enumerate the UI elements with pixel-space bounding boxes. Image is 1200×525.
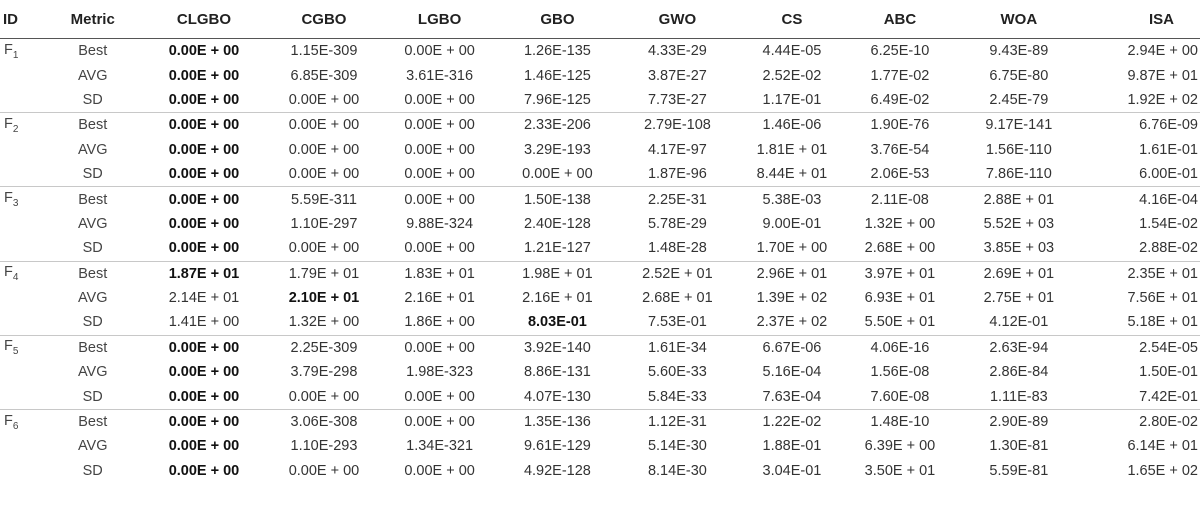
header-lgbo: LGBO bbox=[382, 0, 498, 39]
value-cell-abc: 6.49E-02 bbox=[870, 91, 930, 108]
value-cell-gwo: 7.53E-01 bbox=[647, 314, 707, 331]
value-cell-cgbo: 0.00E + 00 bbox=[288, 388, 360, 405]
table-row bbox=[0, 384, 1200, 409]
value-cell-lgbo: 0.00E + 00 bbox=[404, 240, 475, 257]
value-cell-isa: 2.80E-02 bbox=[1084, 409, 1200, 434]
metric-cell: AVG bbox=[77, 290, 108, 307]
value-cell-woa: 2.45E-79 bbox=[989, 91, 1049, 108]
id-cell bbox=[0, 236, 44, 261]
value-cell-cgbo: 2.10E + 01 bbox=[288, 290, 360, 307]
value-cell-isa: 6.00E-01 bbox=[1139, 166, 1198, 183]
value-cell-cs: 1.17E-01 bbox=[762, 91, 822, 108]
value-cell-clgbo: 0.00E + 00 bbox=[168, 388, 240, 405]
table-row bbox=[0, 39, 1200, 64]
value-cell-cs: 2.52E-02 bbox=[762, 67, 822, 84]
value-cell-lgbo: 3.61E-316 bbox=[406, 67, 474, 84]
value-cell-gwo: 2.68E + 01 bbox=[642, 290, 713, 307]
value-cell-lgbo: 1.83E + 01 bbox=[382, 261, 498, 286]
value-cell-woa: 9.43E-89 bbox=[989, 43, 1049, 60]
value-cell-lgbo: 2.16E + 01 bbox=[404, 290, 475, 307]
value-cell-cs: 7.63E-04 bbox=[762, 388, 822, 405]
value-cell-gbo: 9.61E-129 bbox=[523, 438, 591, 455]
value-cell-abc: 6.93E + 01 bbox=[864, 290, 936, 307]
value-cell-woa: 9.17E-141 bbox=[953, 113, 1084, 138]
value-cell-cgbo: 1.32E + 00 bbox=[288, 314, 360, 331]
value-cell-gbo: 2.16E + 01 bbox=[522, 290, 593, 307]
function-id-subscript: 4 bbox=[12, 272, 19, 284]
value-cell-gbo: 1.98E + 01 bbox=[497, 261, 617, 286]
metric-cell: AVG bbox=[77, 215, 108, 232]
value-cell-woa: 1.11E-83 bbox=[989, 388, 1048, 405]
value-cell-cs: 8.44E + 01 bbox=[756, 166, 828, 183]
value-cell-isa: 1.92E + 02 bbox=[1127, 91, 1198, 108]
value-cell-lgbo: 0.00E + 00 bbox=[382, 409, 498, 434]
value-cell-gbo: 1.26E-135 bbox=[523, 43, 591, 60]
value-cell-gwo: 3.87E-27 bbox=[647, 67, 707, 84]
value-cell-abc: 4.06E-16 bbox=[846, 335, 953, 360]
table-row bbox=[0, 138, 1200, 162]
value-cell-gwo: 2.79E-108 bbox=[617, 113, 737, 138]
table-row bbox=[0, 113, 1200, 138]
function-id-letter: F bbox=[4, 115, 13, 132]
value-cell-cgbo: 0.00E + 00 bbox=[288, 166, 360, 183]
value-cell-gbo: 1.50E-138 bbox=[497, 187, 617, 212]
table-row bbox=[0, 236, 1200, 261]
metric-cell: SD bbox=[82, 462, 103, 479]
value-cell-cgbo: 3.06E-308 bbox=[266, 409, 382, 434]
value-cell-gbo: 8.03E-01 bbox=[527, 314, 587, 331]
value-cell-clgbo: 0.00E + 00 bbox=[168, 67, 240, 84]
value-cell-lgbo: 0.00E + 00 bbox=[404, 388, 475, 405]
table-header bbox=[0, 0, 1200, 39]
table-row bbox=[0, 88, 1200, 113]
value-cell-clgbo: 0.00E + 00 bbox=[168, 141, 240, 158]
value-cell-lgbo: 0.00E + 00 bbox=[404, 91, 475, 108]
value-cell-woa: 7.86E-110 bbox=[985, 166, 1052, 183]
value-cell-gwo: 2.52E + 01 bbox=[617, 261, 737, 286]
header-gbo: GBO bbox=[497, 0, 617, 39]
metric-cell: Best bbox=[44, 335, 142, 360]
value-cell-lgbo: 1.34E-321 bbox=[406, 438, 474, 455]
header-cgbo: CGBO bbox=[266, 0, 382, 39]
value-cell-gwo: 1.48E-28 bbox=[647, 240, 707, 257]
id-cell bbox=[0, 212, 44, 236]
value-cell-clgbo: 0.00E + 00 bbox=[168, 166, 240, 183]
value-cell-gwo: 5.60E-33 bbox=[647, 364, 707, 381]
metric-cell: SD bbox=[82, 388, 103, 405]
value-cell-cs: 6.67E-06 bbox=[737, 335, 846, 360]
value-cell-gbo: 1.46E-125 bbox=[523, 67, 591, 84]
value-cell-abc: 1.77E-02 bbox=[870, 67, 930, 84]
value-cell-isa: 1.61E-01 bbox=[1139, 141, 1198, 158]
value-cell-cs: 1.70E + 00 bbox=[756, 240, 828, 257]
function-id-subscript: 1 bbox=[12, 49, 19, 61]
header-isa: ISA bbox=[1084, 0, 1200, 39]
metric-cell: Best bbox=[44, 261, 142, 286]
value-cell-cs: 3.04E-01 bbox=[762, 462, 822, 479]
value-cell-clgbo: 0.00E + 00 bbox=[168, 215, 240, 232]
metric-cell: AVG bbox=[77, 438, 108, 455]
metric-cell: AVG bbox=[77, 67, 108, 84]
metric-cell: AVG bbox=[77, 364, 108, 381]
function-id-letter: F bbox=[4, 412, 13, 429]
value-cell-gbo: 3.92E-140 bbox=[497, 335, 617, 360]
value-cell-abc: 2.68E + 00 bbox=[864, 240, 936, 257]
value-cell-cgbo: 1.79E + 01 bbox=[266, 261, 382, 286]
value-cell-woa: 5.59E-81 bbox=[989, 462, 1049, 479]
value-cell-cgbo: 0.00E + 00 bbox=[266, 113, 382, 138]
id-cell bbox=[0, 384, 44, 409]
value-cell-gwo: 2.25E-31 bbox=[617, 187, 737, 212]
value-cell-lgbo: 0.00E + 00 bbox=[382, 187, 498, 212]
value-cell-isa: 2.94E + 00 bbox=[1127, 43, 1198, 60]
value-cell-lgbo: 9.88E-324 bbox=[406, 215, 474, 232]
function-id-letter: F bbox=[4, 190, 13, 207]
id-cell bbox=[0, 335, 44, 360]
table-row bbox=[0, 459, 1200, 483]
value-cell-cs: 1.81E + 01 bbox=[756, 141, 828, 158]
table-row bbox=[0, 335, 1200, 360]
value-cell-abc: 6.25E-10 bbox=[870, 43, 930, 60]
table-row bbox=[0, 286, 1200, 310]
value-cell-abc: 7.60E-08 bbox=[870, 388, 930, 405]
table-row bbox=[0, 63, 1200, 87]
value-cell-cs: 1.22E-02 bbox=[737, 409, 846, 434]
value-cell-abc: 1.32E + 00 bbox=[864, 215, 936, 232]
header-woa: WOA bbox=[953, 0, 1084, 39]
value-cell-gbo: 8.86E-131 bbox=[523, 364, 591, 381]
header-metric: Metric bbox=[44, 0, 142, 39]
value-cell-gbo: 1.35E-136 bbox=[497, 409, 617, 434]
value-cell-isa: 6.76E-09 bbox=[1084, 113, 1200, 138]
value-cell-clgbo: 0.00E + 00 bbox=[142, 335, 266, 360]
metric-cell: Best bbox=[44, 409, 142, 434]
value-cell-isa: 9.87E + 01 bbox=[1127, 67, 1198, 84]
function-id-subscript: 5 bbox=[12, 346, 19, 358]
value-cell-abc: 1.56E-08 bbox=[870, 364, 930, 381]
value-cell-cgbo: 1.15E-309 bbox=[290, 43, 358, 60]
header-abc: ABC bbox=[846, 0, 953, 39]
value-cell-cs: 5.16E-04 bbox=[762, 364, 822, 381]
value-cell-clgbo: 1.41E + 00 bbox=[168, 314, 240, 331]
id-cell bbox=[0, 261, 44, 286]
value-cell-cgbo: 3.79E-298 bbox=[290, 364, 358, 381]
id-cell bbox=[0, 360, 44, 384]
value-cell-clgbo: 1.87E + 01 bbox=[142, 261, 266, 286]
metric-cell: SD bbox=[82, 91, 103, 108]
value-cell-isa: 1.54E-02 bbox=[1139, 215, 1198, 232]
value-cell-woa: 2.75E + 01 bbox=[983, 290, 1055, 307]
value-cell-gbo: 4.92E-128 bbox=[523, 462, 591, 479]
value-cell-woa: 1.56E-110 bbox=[985, 141, 1052, 158]
table-row bbox=[0, 261, 1200, 286]
value-cell-abc: 2.06E-53 bbox=[870, 166, 930, 183]
value-cell-lgbo: 0.00E + 00 bbox=[404, 141, 475, 158]
function-id-subscript: 2 bbox=[12, 123, 19, 135]
value-cell-woa: 2.88E + 01 bbox=[953, 187, 1084, 212]
table-row bbox=[0, 360, 1200, 384]
id-cell bbox=[0, 63, 44, 87]
value-cell-cgbo: 0.00E + 00 bbox=[288, 141, 360, 158]
value-cell-clgbo: 0.00E + 00 bbox=[168, 91, 240, 108]
value-cell-gwo: 8.14E-30 bbox=[647, 462, 707, 479]
metric-cell: Best bbox=[78, 43, 108, 60]
value-cell-gbo: 4.07E-130 bbox=[523, 388, 591, 405]
value-cell-gwo: 1.87E-96 bbox=[647, 166, 707, 183]
table-row bbox=[0, 434, 1200, 458]
table-row bbox=[0, 187, 1200, 212]
value-cell-woa: 1.30E-81 bbox=[989, 438, 1049, 455]
metric-cell: AVG bbox=[77, 141, 108, 158]
id-cell bbox=[0, 434, 44, 458]
value-cell-isa: 6.14E + 01 bbox=[1127, 438, 1198, 455]
id-cell bbox=[0, 162, 44, 187]
value-cell-gbo: 2.33E-206 bbox=[497, 113, 617, 138]
value-cell-gbo: 7.96E-125 bbox=[523, 91, 591, 108]
value-cell-woa: 2.69E + 01 bbox=[953, 261, 1084, 286]
value-cell-isa: 1.65E + 02 bbox=[1127, 462, 1198, 479]
table-row bbox=[0, 409, 1200, 434]
value-cell-gbo: 3.29E-193 bbox=[523, 141, 591, 158]
value-cell-clgbo: 0.00E + 00 bbox=[168, 43, 240, 60]
value-cell-gwo: 4.33E-29 bbox=[647, 43, 707, 60]
value-cell-abc: 1.90E-76 bbox=[846, 113, 953, 138]
value-cell-woa: 2.86E-84 bbox=[989, 364, 1049, 381]
value-cell-gwo: 5.84E-33 bbox=[647, 388, 707, 405]
value-cell-lgbo: 0.00E + 00 bbox=[382, 335, 498, 360]
id-cell bbox=[0, 409, 44, 434]
value-cell-abc: 3.50E + 01 bbox=[864, 462, 936, 479]
value-cell-woa: 4.12E-01 bbox=[989, 314, 1049, 331]
value-cell-cs: 1.46E-06 bbox=[737, 113, 846, 138]
function-id-letter: F bbox=[4, 338, 13, 355]
id-cell bbox=[0, 39, 44, 64]
value-cell-clgbo: 2.14E + 01 bbox=[168, 290, 240, 307]
value-cell-clgbo: 0.00E + 00 bbox=[168, 364, 240, 381]
value-cell-lgbo: 0.00E + 00 bbox=[382, 113, 498, 138]
header-row bbox=[0, 0, 1200, 39]
value-cell-woa: 6.75E-80 bbox=[989, 67, 1049, 84]
value-cell-gbo: 2.40E-128 bbox=[523, 215, 591, 232]
value-cell-cs: 2.96E + 01 bbox=[737, 261, 846, 286]
id-cell bbox=[0, 286, 44, 310]
metric-cell: SD bbox=[82, 314, 103, 331]
table-row bbox=[0, 212, 1200, 236]
value-cell-isa: 7.56E + 01 bbox=[1127, 290, 1198, 307]
value-cell-cgbo: 1.10E-297 bbox=[290, 215, 358, 232]
table-row bbox=[0, 310, 1200, 335]
value-cell-cgbo: 0.00E + 00 bbox=[288, 240, 360, 257]
value-cell-cs: 4.44E-05 bbox=[762, 43, 822, 60]
value-cell-cs: 1.39E + 02 bbox=[756, 290, 828, 307]
value-cell-cs: 1.88E-01 bbox=[762, 438, 822, 455]
value-cell-abc: 2.11E-08 bbox=[846, 187, 953, 212]
id-cell bbox=[0, 138, 44, 162]
value-cell-cs: 9.00E-01 bbox=[762, 215, 822, 232]
id-cell bbox=[0, 310, 44, 335]
value-cell-woa: 3.85E + 03 bbox=[983, 240, 1055, 257]
id-cell bbox=[0, 187, 44, 212]
header-clgbo: CLGBO bbox=[142, 0, 266, 39]
value-cell-lgbo: 1.86E + 00 bbox=[404, 314, 475, 331]
value-cell-gwo: 4.17E-97 bbox=[647, 141, 707, 158]
id-cell bbox=[0, 459, 44, 483]
metric-cell: Best bbox=[44, 113, 142, 138]
metric-cell: SD bbox=[82, 166, 103, 183]
value-cell-gwo: 7.73E-27 bbox=[647, 91, 707, 108]
value-cell-cgbo: 5.59E-311 bbox=[266, 187, 382, 212]
value-cell-clgbo: 0.00E + 00 bbox=[142, 187, 266, 212]
value-cell-clgbo: 0.00E + 00 bbox=[168, 240, 240, 257]
value-cell-clgbo: 0.00E + 00 bbox=[142, 113, 266, 138]
value-cell-cgbo: 2.25E-309 bbox=[266, 335, 382, 360]
id-cell bbox=[0, 113, 44, 138]
metric-cell: SD bbox=[82, 240, 103, 257]
value-cell-abc: 6.39E + 00 bbox=[864, 438, 936, 455]
value-cell-isa: 2.35E + 01 bbox=[1084, 261, 1200, 286]
value-cell-lgbo: 0.00E + 00 bbox=[404, 43, 475, 60]
value-cell-lgbo: 0.00E + 00 bbox=[404, 462, 475, 479]
function-id-subscript: 6 bbox=[12, 420, 19, 432]
metric-cell: Best bbox=[44, 187, 142, 212]
value-cell-clgbo: 0.00E + 00 bbox=[142, 409, 266, 434]
value-cell-gwo: 5.14E-30 bbox=[647, 438, 707, 455]
value-cell-isa: 1.50E-01 bbox=[1139, 364, 1198, 381]
value-cell-abc: 3.76E-54 bbox=[870, 141, 930, 158]
value-cell-cs: 5.38E-03 bbox=[737, 187, 846, 212]
function-id-letter: F bbox=[4, 41, 13, 58]
value-cell-gbo: 0.00E + 00 bbox=[522, 166, 593, 183]
value-cell-abc: 3.97E + 01 bbox=[846, 261, 953, 286]
function-id-subscript: 3 bbox=[12, 197, 19, 209]
value-cell-isa: 2.88E-02 bbox=[1139, 240, 1198, 257]
value-cell-cgbo: 0.00E + 00 bbox=[288, 462, 360, 479]
value-cell-lgbo: 0.00E + 00 bbox=[404, 166, 475, 183]
value-cell-cgbo: 1.10E-293 bbox=[290, 438, 358, 455]
header-gwo: GWO bbox=[617, 0, 737, 39]
value-cell-cs: 2.37E + 02 bbox=[756, 314, 828, 331]
value-cell-isa: 7.42E-01 bbox=[1139, 388, 1198, 405]
table-row bbox=[0, 162, 1200, 187]
value-cell-woa: 2.90E-89 bbox=[953, 409, 1084, 434]
value-cell-gwo: 5.78E-29 bbox=[647, 215, 707, 232]
value-cell-woa: 2.63E-94 bbox=[953, 335, 1084, 360]
function-id-letter: F bbox=[4, 264, 13, 281]
header-id: ID bbox=[0, 0, 44, 39]
value-cell-isa: 4.16E-04 bbox=[1084, 187, 1200, 212]
value-cell-lgbo: 1.98E-323 bbox=[406, 364, 474, 381]
value-cell-gwo: 1.12E-31 bbox=[617, 409, 737, 434]
value-cell-clgbo: 0.00E + 00 bbox=[168, 462, 240, 479]
value-cell-isa: 2.54E-05 bbox=[1084, 335, 1200, 360]
value-cell-cgbo: 6.85E-309 bbox=[290, 67, 358, 84]
value-cell-woa: 5.52E + 03 bbox=[983, 215, 1055, 232]
header-cs: CS bbox=[737, 0, 846, 39]
value-cell-isa: 5.18E + 01 bbox=[1127, 314, 1198, 331]
value-cell-cgbo: 0.00E + 00 bbox=[288, 91, 360, 108]
id-cell bbox=[0, 88, 44, 113]
value-cell-gwo: 1.61E-34 bbox=[617, 335, 737, 360]
value-cell-abc: 1.48E-10 bbox=[846, 409, 953, 434]
value-cell-gbo: 1.21E-127 bbox=[523, 240, 591, 257]
value-cell-abc: 5.50E + 01 bbox=[864, 314, 936, 331]
table-body bbox=[0, 39, 1200, 484]
value-cell-clgbo: 0.00E + 00 bbox=[168, 438, 240, 455]
